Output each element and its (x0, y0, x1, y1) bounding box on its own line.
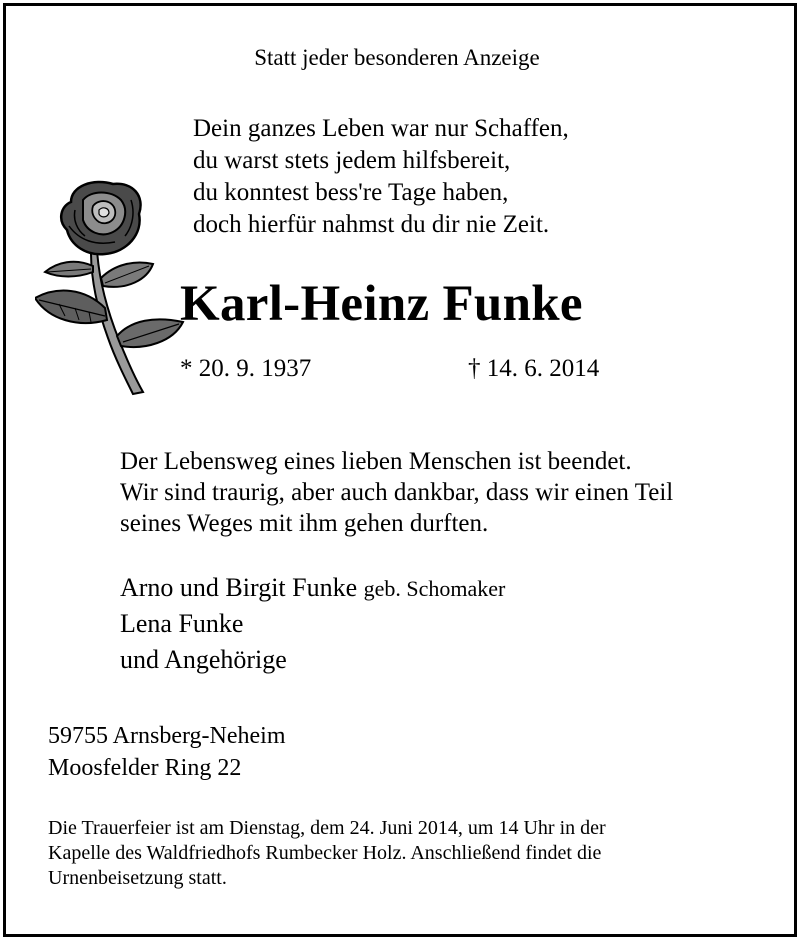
message-line: seines Weges mit ihm gehen durften. (120, 510, 489, 537)
mourner-line (120, 570, 505, 606)
poem-line: Dein ganzes Leben war nur Schaffen, (193, 115, 569, 142)
poem-line: du warst stets jedem hilfsbereit, (193, 147, 511, 174)
condolence-message (120, 446, 673, 539)
address-street: Moosfelder Ring 22 (48, 755, 242, 781)
deceased-name: Karl-Heinz Funke (180, 276, 583, 332)
rose-icon (35, 180, 185, 400)
address (48, 720, 286, 784)
funeral-line: Urnenbeisetzung statt. (48, 867, 227, 889)
poem (193, 113, 569, 241)
address-city: 59755 Arnsberg-Neheim (48, 723, 286, 749)
mourners (120, 570, 505, 678)
message-line: Der Lebensweg eines lieben Menschen ist beendet. (120, 448, 632, 475)
maiden-name: geb. Schomaker (363, 576, 506, 601)
funeral-info (48, 816, 606, 891)
poem-line: du konntest bess're Tage haben, (193, 179, 509, 206)
mourner-line: und Angehörige (120, 645, 287, 674)
mourner-line: Lena Funke (120, 609, 244, 638)
message-line: Wir sind traurig, aber auch dankbar, dass wir einen Teil (120, 479, 674, 506)
birth-date: * 20. 9. 1937 (180, 355, 312, 382)
funeral-line: Kapelle des Waldfriedhofs Rumbecker Holz. Anschließend findet die (48, 842, 602, 864)
funeral-line: Die Trauerfeier ist am Dienstag, dem 24. Juni 2014, um 14 Uhr in der (48, 817, 606, 839)
mourner-names: Arno und Birgit Funke (120, 573, 358, 602)
poem-line: doch hierfür nahmst du dir nie Zeit. (193, 211, 550, 238)
notice-header: Statt jeder besonderen Anzeige (254, 45, 540, 70)
death-date: † 14. 6. 2014 (468, 355, 600, 382)
